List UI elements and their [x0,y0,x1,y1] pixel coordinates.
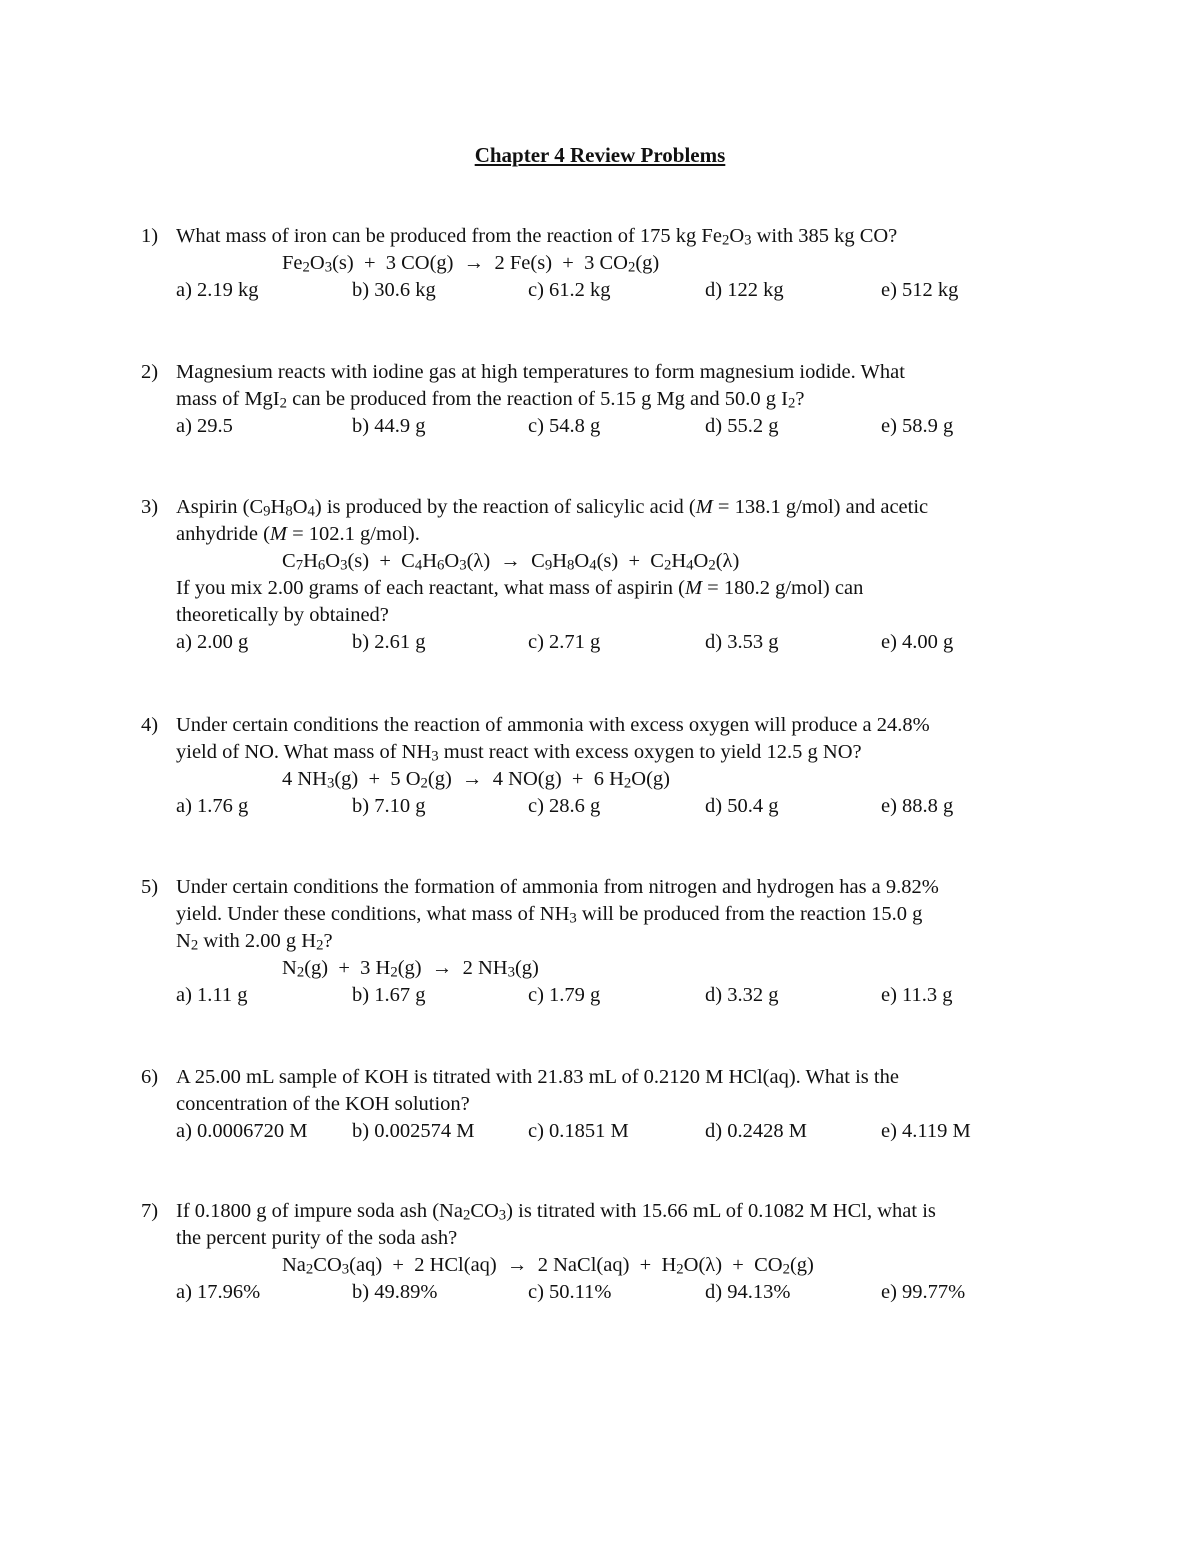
answer-option: b) 44.9 g [352,415,426,437]
answer-option: b) 2.61 g [352,631,426,653]
answer-option: c) 50.11% [528,1281,612,1303]
answer-option: b) 7.10 g [352,795,426,817]
question-text: If you mix 2.00 grams of each reactant, what mass of aspirin (M = 180.2 g/mol) can [176,577,864,599]
problem-number: 2) [141,361,159,383]
problem-number: 7) [141,1200,159,1222]
answer-option: a) 2.19 kg [176,279,259,301]
answer-option: b) 49.89% [352,1281,438,1303]
question-text: Magnesium reacts with iodine gas at high temperatures to form magnesium iodide. What [176,361,905,383]
answer-option: b) 0.002574 M [352,1120,475,1142]
reaction-equation: $N_2(g) + 3$ $H_2(g) \to 2$ $NH_3(g)$ [282,957,539,981]
answer-option: c) 54.8 g [528,415,601,437]
answer-option: e) 99.77% [881,1281,966,1303]
answer-option: c) 0.1851 M [528,1120,629,1142]
problem-number: 5) [141,876,159,898]
answer-option: e) 58.9 g [881,415,954,437]
answer-option: d) 122 kg [705,279,784,301]
problem-number: 4) [141,714,159,736]
answer-option: b) 30.6 kg [352,279,436,301]
answer-option: d) 3.32 g [705,984,779,1006]
answer-option: e) 11.3 g [881,984,953,1006]
answer-option: c) 2.71 g [528,631,601,653]
answer-option: e) 4.00 g [881,631,954,653]
problem-number: 3) [141,496,159,518]
question-text: What mass of iron can be produced from the reaction of 175 kg $Fe_2O_3$ with 385 kg CO? [176,225,898,249]
question-text: Aspirin $(C_9H_8O_4)$ is produced by the reaction of salicylic acid (M = 138.1 g/mol) and acetic [176,496,929,520]
answer-option: e) 512 kg [881,279,959,301]
question-text: anhydride (M = 102.1 g/mol). [176,523,420,545]
answer-option: a) 0.0006720 M [176,1120,308,1142]
answer-option: e) 88.8 g [881,795,954,817]
answer-option: a) 17.96% [176,1281,261,1303]
answer-option: c) 1.79 g [528,984,601,1006]
question-text: $N_2$ with 2.00 g $H_2$? [176,930,333,954]
reaction-equation: $Na_2CO_3(aq) + 2$ HCl(aq) → 2 NaCl(aq) + $H_2O(\lambda) + CO_2(g)$ [282,1254,814,1278]
reaction-equation: 4 $NH_3(g) + 5$ $O_2(g) \to 4$ NO(g) + 6 $H_2O(g)$ [282,768,671,792]
question-text: A 25.00 mL sample of KOH is titrated with 21.83 mL of 0.2120 M HCl(aq). What is the [176,1066,899,1088]
answer-option: a) 1.76 g [176,795,249,817]
problem-number: 1) [141,225,159,247]
question-text: mass of MgI$_2$ can be produced from the reaction of 5.15 g Mg and 50.0 g $I_2$? [176,388,805,412]
answer-option: c) 61.2 kg [528,279,611,301]
answer-option: d) 50.4 g [705,795,779,817]
answer-option: a) 1.11 g [176,984,248,1006]
page-title: Chapter 4 Review Problems [474,143,726,167]
problem-number: 6) [141,1066,159,1088]
answer-option: d) 94.13% [705,1281,791,1303]
question-text: yield. Under these conditions, what mass of $NH_3$ will be produced from the reaction 15.0 g [176,903,923,927]
question-text: yield of NO. What mass of $NH_3$ must react with excess oxygen to yield 12.5 g NO? [176,741,862,765]
question-text: concentration of the KOH solution? [176,1093,470,1115]
question-text: Under certain conditions the reaction of ammonia with excess oxygen will produce a 24.8% [176,714,930,736]
answer-option: b) 1.67 g [352,984,426,1006]
answer-option: d) 0.2428 M [705,1120,807,1142]
question-text: If 0.1800 g of impure soda ash $(Na_2CO_3)$ is titrated with 15.66 mL of 0.1082 M HCl, what is [176,1200,936,1224]
answer-option: c) 28.6 g [528,795,601,817]
reaction-equation: $Fe_2O_3(s) + 3$ CO(g) → 2 Fe(s) + 3 $CO_2(g)$ [282,252,660,276]
answer-option: a) 2.00 g [176,631,249,653]
question-text: the percent purity of the soda ash? [176,1227,458,1249]
answer-option: d) 55.2 g [705,415,779,437]
answer-option: d) 3.53 g [705,631,779,653]
question-text: Under certain conditions the formation of ammonia from nitrogen and hydrogen has a 9.82% [176,876,939,898]
reaction-equation: $C_7H_6O_3(s) + C_4H_6O_3(\lambda) \to C_9H_8O_4(s) + C_2H_4O_2(\lambda)$ [282,550,740,574]
answer-option: a) 29.5 [176,415,233,437]
answer-option: e) 4.119 M [881,1120,971,1142]
question-text: theoretically by obtained? [176,604,389,626]
